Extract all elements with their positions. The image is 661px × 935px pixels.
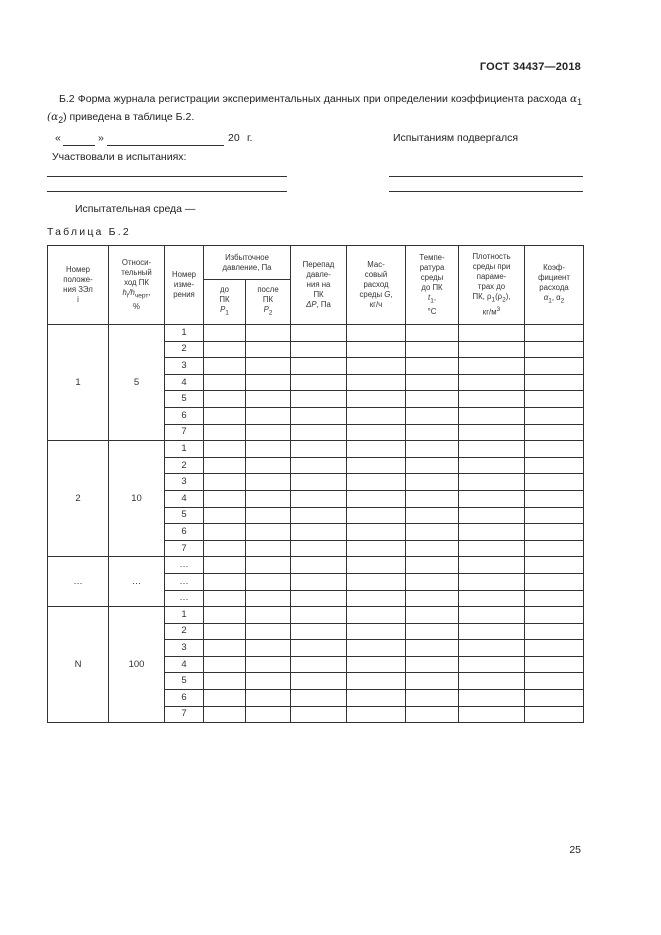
entry-cell[interactable] [525, 424, 584, 441]
entry-cell[interactable] [459, 607, 525, 624]
header-mass-flow: Мас- совый расход среды G, кг/ч [347, 246, 406, 325]
entry-cell[interactable] [406, 540, 459, 557]
measurement-cell: 6 [165, 407, 204, 424]
entry-cell[interactable] [459, 557, 525, 574]
entry-cell[interactable] [525, 673, 584, 690]
entry-cell[interactable] [347, 673, 406, 690]
entry-cell[interactable] [246, 557, 291, 574]
document-code: ГОСТ 34437—2018 [479, 61, 581, 73]
entry-cell[interactable] [406, 325, 459, 342]
quote-close: » [98, 132, 104, 144]
entry-cell[interactable] [459, 341, 525, 358]
entry-cell[interactable] [246, 391, 291, 408]
entry-cell[interactable] [291, 623, 347, 640]
entry-cell[interactable] [347, 623, 406, 640]
entry-cell[interactable] [347, 374, 406, 391]
entry-cell[interactable] [347, 391, 406, 408]
entry-cell[interactable] [246, 507, 291, 524]
entry-cell[interactable] [291, 673, 347, 690]
entry-cell[interactable] [406, 607, 459, 624]
year-prefix: 20 [228, 132, 240, 144]
entry-cell[interactable] [347, 424, 406, 441]
header-before-pk: до ПК $P_1$ [204, 280, 246, 325]
entry-cell[interactable] [291, 325, 347, 342]
entry-cell[interactable] [347, 607, 406, 624]
measurement-cell: 2 [165, 457, 204, 474]
intro-paragraph [47, 92, 582, 128]
entry-cell[interactable] [291, 407, 347, 424]
entry-cell[interactable] [525, 391, 584, 408]
entry-cell[interactable] [406, 407, 459, 424]
entry-cell[interactable] [347, 358, 406, 375]
entry-cell[interactable] [291, 374, 347, 391]
measurement-cell: 4 [165, 490, 204, 507]
header-position-no: Номер положе- ния ЗЭл i [48, 246, 109, 325]
entry-cell[interactable] [347, 457, 406, 474]
entry-cell[interactable] [406, 524, 459, 541]
entry-cell[interactable] [246, 441, 291, 458]
measurement-cell: 7 [165, 540, 204, 557]
entry-cell[interactable] [291, 457, 347, 474]
entry-cell[interactable] [291, 358, 347, 375]
entry-cell[interactable] [204, 374, 246, 391]
entry-cell[interactable] [406, 507, 459, 524]
entry-cell[interactable] [347, 325, 406, 342]
entry-cell[interactable] [246, 623, 291, 640]
entry-cell[interactable] [406, 706, 459, 723]
alpha1-subscript: 1 [577, 97, 582, 108]
entry-cell[interactable] [204, 490, 246, 507]
entry-cell[interactable] [347, 441, 406, 458]
entry-cell[interactable] [291, 490, 347, 507]
medium-label: Испытательная среда — [75, 203, 196, 215]
entry-cell[interactable] [204, 524, 246, 541]
position-cell: 2 [48, 441, 109, 557]
entry-cell[interactable] [291, 656, 347, 673]
entry-cell[interactable] [246, 457, 291, 474]
header-temperature: Темпе- ратура среды до ПК $t_1$, °С [406, 246, 459, 325]
entry-cell[interactable] [204, 358, 246, 375]
entry-cell[interactable] [204, 607, 246, 624]
entry-cell[interactable] [246, 424, 291, 441]
intro-text-end: ) приведена в таблице Б.2. [63, 111, 195, 124]
measurement-cell: 4 [165, 656, 204, 673]
entry-cell[interactable] [291, 573, 347, 590]
entry-cell[interactable] [525, 690, 584, 707]
entry-cell[interactable] [525, 374, 584, 391]
entry-cell[interactable] [291, 441, 347, 458]
entry-cell[interactable] [291, 524, 347, 541]
participants-line-1[interactable] [47, 176, 287, 177]
entry-cell[interactable] [291, 640, 347, 657]
entry-cell[interactable] [525, 706, 584, 723]
entry-cell[interactable] [459, 623, 525, 640]
entry-cell[interactable] [525, 640, 584, 657]
entry-cell[interactable] [406, 374, 459, 391]
entry-cell[interactable] [347, 557, 406, 574]
entry-cell[interactable] [525, 441, 584, 458]
entry-cell[interactable] [459, 573, 525, 590]
entry-cell[interactable] [347, 524, 406, 541]
entry-cell[interactable] [204, 673, 246, 690]
entry-cell[interactable] [525, 407, 584, 424]
entry-cell[interactable] [246, 607, 291, 624]
entry-cell[interactable] [406, 573, 459, 590]
entry-cell[interactable] [406, 590, 459, 607]
header-after-pk: после ПК $P_2$ [246, 280, 291, 325]
page-number: 25 [569, 844, 581, 856]
entry-cell[interactable] [204, 573, 246, 590]
table-row [48, 325, 584, 342]
entry-cell[interactable] [291, 690, 347, 707]
month-blank-line[interactable] [107, 145, 224, 146]
measurement-cell: 3 [165, 640, 204, 657]
tested-label: Испытаниям подвергался [393, 132, 519, 144]
entry-cell[interactable] [246, 540, 291, 557]
entry-cell[interactable] [459, 490, 525, 507]
entry-cell[interactable] [459, 374, 525, 391]
entry-cell[interactable] [406, 341, 459, 358]
measurement-cell: 1 [165, 441, 204, 458]
entry-cell[interactable] [406, 441, 459, 458]
entry-cell[interactable] [204, 407, 246, 424]
entry-cell[interactable] [459, 706, 525, 723]
entry-cell[interactable] [246, 690, 291, 707]
entry-cell[interactable] [406, 358, 459, 375]
entry-cell[interactable] [459, 424, 525, 441]
table-row [48, 557, 584, 574]
measurement-cell: 4 [165, 374, 204, 391]
entry-cell[interactable] [204, 623, 246, 640]
entry-cell[interactable] [459, 358, 525, 375]
entry-cell[interactable] [459, 391, 525, 408]
entry-cell[interactable] [459, 540, 525, 557]
entry-cell[interactable] [246, 358, 291, 375]
lift-cell: 100 [109, 607, 165, 723]
data-table [47, 245, 584, 723]
entry-cell[interactable] [246, 407, 291, 424]
entry-cell[interactable] [406, 690, 459, 707]
entry-cell[interactable] [459, 457, 525, 474]
entry-cell[interactable] [347, 690, 406, 707]
tested-line-1[interactable] [389, 176, 583, 177]
measurement-cell: 5 [165, 673, 204, 690]
entry-cell[interactable] [246, 656, 291, 673]
entry-cell[interactable] [291, 424, 347, 441]
entry-cell[interactable] [525, 341, 584, 358]
alpha2-symbol: (α [47, 111, 59, 124]
entry-cell[interactable] [347, 706, 406, 723]
entry-cell[interactable] [525, 474, 584, 491]
entry-cell[interactable] [525, 590, 584, 607]
table-body [48, 325, 584, 723]
position-cell: … [48, 557, 109, 607]
entry-cell[interactable] [459, 474, 525, 491]
entry-cell[interactable] [204, 540, 246, 557]
entry-cell[interactable] [204, 706, 246, 723]
alpha2-subscript: 2 [58, 115, 64, 126]
entry-cell[interactable] [406, 623, 459, 640]
alpha1-symbol: α [570, 93, 578, 105]
entry-cell[interactable] [406, 490, 459, 507]
entry-cell[interactable] [525, 540, 584, 557]
entry-cell[interactable] [246, 341, 291, 358]
entry-cell[interactable] [525, 358, 584, 375]
entry-cell[interactable] [204, 590, 246, 607]
position-cell: N [48, 607, 109, 723]
measurement-cell: 7 [165, 706, 204, 723]
entry-cell[interactable] [291, 391, 347, 408]
table-row [48, 607, 584, 624]
entry-cell[interactable] [525, 607, 584, 624]
position-cell: 1 [48, 325, 109, 441]
entry-cell[interactable] [204, 690, 246, 707]
year-suffix: г. [247, 132, 253, 144]
entry-cell[interactable] [347, 490, 406, 507]
header-coefficient: Коэф- фициент расхода $\alpha_1$, $\alpha_2$ [525, 246, 584, 325]
measurement-cell: 3 [165, 358, 204, 375]
measurement-cell: … [165, 590, 204, 607]
entry-cell[interactable] [525, 557, 584, 574]
entry-cell[interactable] [347, 474, 406, 491]
entry-cell[interactable] [525, 656, 584, 673]
measurement-cell: 6 [165, 690, 204, 707]
entry-cell[interactable] [347, 573, 406, 590]
lift-cell: 10 [109, 441, 165, 557]
entry-cell[interactable] [204, 457, 246, 474]
quote-open: « [55, 132, 61, 144]
table-row [48, 441, 584, 458]
measurement-cell: … [165, 557, 204, 574]
entry-cell[interactable] [246, 590, 291, 607]
entry-cell[interactable] [525, 623, 584, 640]
measurement-cell: 5 [165, 507, 204, 524]
lift-cell: … [109, 557, 165, 607]
entry-cell[interactable] [406, 457, 459, 474]
entry-cell[interactable] [204, 474, 246, 491]
entry-cell[interactable] [347, 640, 406, 657]
header-density: Плотность среды при параме- трах до ПК, $\rho_1(\rho_2)$, $кг/м^3$ [459, 246, 525, 325]
entry-cell[interactable] [246, 325, 291, 342]
entry-cell[interactable] [204, 656, 246, 673]
participants-label: Участвовали в испытаниях: [52, 151, 187, 163]
entry-cell[interactable] [459, 507, 525, 524]
entry-cell[interactable] [246, 573, 291, 590]
entry-cell[interactable] [246, 640, 291, 657]
entry-cell[interactable] [291, 474, 347, 491]
measurement-cell: … [165, 573, 204, 590]
entry-cell[interactable] [347, 540, 406, 557]
entry-cell[interactable] [459, 325, 525, 342]
measurement-cell: 1 [165, 325, 204, 342]
entry-cell[interactable] [347, 507, 406, 524]
entry-cell[interactable] [291, 607, 347, 624]
entry-cell[interactable] [406, 557, 459, 574]
measurement-cell: 6 [165, 524, 204, 541]
entry-cell[interactable] [347, 656, 406, 673]
lift-cell: 5 [109, 325, 165, 441]
measurement-cell: 1 [165, 607, 204, 624]
entry-cell[interactable] [459, 640, 525, 657]
measurement-cell: 7 [165, 424, 204, 441]
entry-cell[interactable] [291, 507, 347, 524]
entry-cell[interactable] [406, 640, 459, 657]
entry-cell[interactable] [204, 424, 246, 441]
entry-cell[interactable] [525, 457, 584, 474]
entry-cell[interactable] [406, 424, 459, 441]
entry-cell[interactable] [525, 490, 584, 507]
entry-cell[interactable] [459, 673, 525, 690]
participants-line-2[interactable] [47, 191, 287, 192]
entry-cell[interactable] [246, 706, 291, 723]
entry-cell[interactable] [459, 441, 525, 458]
entry-cell[interactable] [525, 524, 584, 541]
entry-cell[interactable] [459, 656, 525, 673]
entry-cell[interactable] [525, 573, 584, 590]
entry-cell[interactable] [291, 557, 347, 574]
measurement-cell: 3 [165, 474, 204, 491]
entry-cell[interactable] [406, 673, 459, 690]
entry-cell[interactable] [246, 524, 291, 541]
entry-cell[interactable] [406, 656, 459, 673]
entry-cell[interactable] [246, 374, 291, 391]
entry-cell[interactable] [406, 391, 459, 408]
entry-cell[interactable] [291, 540, 347, 557]
measurement-cell: 5 [165, 391, 204, 408]
entry-cell[interactable] [291, 706, 347, 723]
entry-cell[interactable] [246, 474, 291, 491]
entry-cell[interactable] [347, 407, 406, 424]
entry-cell[interactable] [525, 325, 584, 342]
table-caption: Таблица Б.2 [47, 226, 131, 238]
tested-line-2[interactable] [389, 191, 583, 192]
entry-cell[interactable] [204, 640, 246, 657]
entry-cell[interactable] [347, 590, 406, 607]
entry-cell[interactable] [291, 590, 347, 607]
entry-cell[interactable] [204, 391, 246, 408]
entry-cell[interactable] [347, 341, 406, 358]
intro-text: Б.2 Форма журнала регистрации экспериментальных данных при определении коэффициента расхода [59, 93, 567, 105]
measurement-cell: 2 [165, 341, 204, 358]
header-pressure-drop: Перепад давле- ния на ПК ΔP, Па [291, 246, 347, 325]
entry-cell[interactable] [246, 673, 291, 690]
header-measurement-no: Номер изме- рения [165, 246, 204, 325]
entry-cell[interactable] [204, 325, 246, 342]
entry-cell[interactable] [525, 507, 584, 524]
header-relative-lift: Относи- тельный ход ПК $h_i/h_{черт}$, % [109, 246, 165, 325]
entry-cell[interactable] [291, 341, 347, 358]
entry-cell[interactable] [246, 490, 291, 507]
entry-cell[interactable] [459, 590, 525, 607]
entry-cell[interactable] [459, 524, 525, 541]
entry-cell[interactable] [204, 441, 246, 458]
entry-cell[interactable] [459, 407, 525, 424]
entry-cell[interactable] [204, 557, 246, 574]
entry-cell[interactable] [459, 690, 525, 707]
measurement-cell: 2 [165, 623, 204, 640]
day-blank-line[interactable] [63, 145, 95, 146]
entry-cell[interactable] [204, 341, 246, 358]
header-gauge-pressure: Избыточное давление, Па [204, 246, 291, 280]
entry-cell[interactable] [406, 474, 459, 491]
entry-cell[interactable] [204, 507, 246, 524]
